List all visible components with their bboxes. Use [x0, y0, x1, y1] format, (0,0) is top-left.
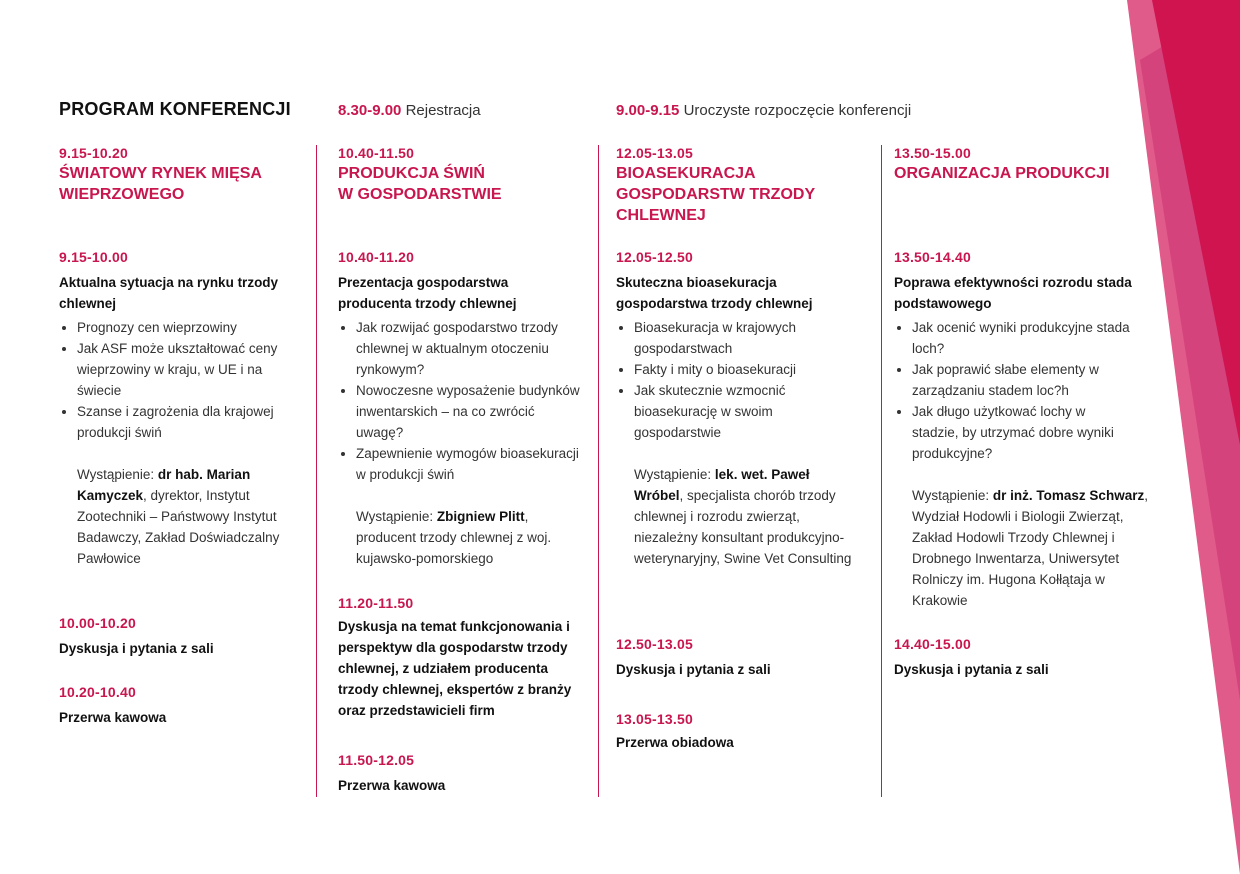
- talk-title-line: Skuteczna bioasekuracja: [616, 275, 777, 290]
- section-time: 12.05-13.05: [616, 145, 693, 161]
- talk-time: 9.15-10.00: [59, 249, 128, 265]
- speaker-prefix: Wystąpienie:: [912, 488, 993, 503]
- talk-time: 12.05-12.50: [616, 249, 693, 265]
- discussion: [338, 595, 590, 721]
- break-time: 11.50-12.05: [338, 752, 415, 768]
- column-4: [881, 145, 1152, 797]
- speaker-prefix: Wystąpienie:: [356, 509, 437, 524]
- speaker-desc: , Wydział Hodowli i Biologii Zwierząt, Zakład Hodowli Trzody Chlewnej i Drobnego Inwentarza, Uniwersytet Rolniczy im. Hugona Kołłątaja w Krakowie: [912, 488, 1148, 608]
- discussion-label: Dyskusja i pytania z sali: [894, 662, 1049, 677]
- column-2: [316, 145, 587, 797]
- break-label: Przerwa kawowa: [59, 710, 167, 725]
- section-title-line: ORGANIZACJA PRODUKCJI: [894, 165, 1110, 182]
- break: [338, 752, 445, 796]
- talk: [338, 249, 583, 569]
- list-item: • Jak ASF może ukształtować ceny wieprzowiny w kraju, w UE i na świecie: [77, 338, 304, 401]
- discussion-time: 10.00-10.20: [59, 615, 136, 631]
- talk-title-line: gospodarstwa trzody chlewnej: [616, 296, 813, 311]
- section-title: [616, 163, 815, 226]
- speaker: [338, 506, 583, 569]
- speaker: [894, 485, 1157, 611]
- section-title-line: WIEPRZOWEGO: [59, 186, 185, 203]
- registration-label: Rejestracja: [405, 102, 481, 119]
- section-time: 9.15-10.20: [59, 145, 128, 161]
- bullet-list: [59, 317, 304, 443]
- talk: [894, 249, 1152, 611]
- break: [59, 684, 166, 728]
- talk-title: [59, 272, 304, 314]
- speaker-name: lek. wet. Paweł Wróbel: [634, 467, 810, 503]
- section-title-line: BIOASEKURACJA: [616, 165, 756, 182]
- list-item: • Jak rozwijać gospodarstwo trzody chlewnej w aktualnym otoczeniu rynkowym?: [356, 317, 583, 380]
- section-title-line: ŚWIATOWY RYNEK MIĘSA: [59, 165, 262, 182]
- column-3: [598, 145, 869, 797]
- list-item: • Jak długo użytkować lochy w stadzie, by utrzymać dobre wyniki produkcyjne?: [912, 401, 1132, 464]
- discussion-time: 14.40-15.00: [894, 636, 971, 652]
- section-title-line: CHLEWNEJ: [616, 207, 706, 224]
- list-item: • Prognozy cen wieprzowiny: [77, 317, 304, 338]
- list-item: • Zapewnienie wymogów bioasekuracji w produkcji świń: [356, 443, 583, 485]
- break: [616, 711, 734, 753]
- registration-row: [338, 102, 481, 119]
- section-title: [59, 163, 262, 205]
- break-label: Przerwa kawowa: [338, 778, 446, 793]
- section-title: [338, 163, 502, 205]
- discussion-label: Dyskusja na temat funkcjonowania i perspektyw dla gospodarstw trzody chlewnej, z udziałem producenta trzody chlewnej, ekspertów z branży oraz przedstawicieli firm: [338, 619, 572, 718]
- section-time: 13.50-15.00: [894, 145, 971, 161]
- speaker-name: Zbigniew Plitt: [436, 509, 525, 524]
- speaker-prefix: Wystąpienie:: [634, 467, 715, 482]
- speaker-name: dr inż. Tomasz Schwarz: [992, 488, 1145, 503]
- speaker-name: dr hab. Marian Kamyczek: [77, 467, 251, 503]
- break-time: 10.20-10.40: [59, 684, 136, 700]
- discussion-label: Dyskusja i pytania z sali: [59, 641, 214, 656]
- page-title: PROGRAM KONFERENCJI: [59, 99, 291, 119]
- list-item: • Szanse i zagrożenia dla krajowej produkcji świń: [77, 401, 304, 443]
- discussion-time: 11.20-11.50: [338, 595, 414, 611]
- talk-title-line: producenta trzody chlewnej: [338, 296, 517, 311]
- list-item: • Jak skutecznie wzmocnić bioasekurację w swoim gospodarstwie: [634, 380, 861, 443]
- speaker-desc: , dyrektor, Instytut Zootechniki – Państwowy Instytut Badawczy, Zakład Doświadczalny Pawłowice: [77, 488, 280, 566]
- section-header: [616, 145, 815, 226]
- discussion-label: Dyskusja i pytania z sali: [616, 662, 771, 677]
- talk-title-line: Prezentacja gospodarstwa: [338, 275, 509, 290]
- section-title-line: W GOSPODARSTWIE: [338, 186, 502, 203]
- speaker-prefix: Wystąpienie:: [77, 467, 158, 482]
- talk-title-line: chlewnej: [59, 296, 117, 311]
- list-item: • Bioasekuracja w krajowych gospodarstwach: [634, 317, 861, 359]
- opening-label: Uroczyste rozpoczęcie konferencji: [683, 102, 912, 119]
- discussion-time: 12.50-13.05: [616, 636, 693, 652]
- bullet-list: [338, 317, 583, 485]
- list-item: • Jak ocenić wyniki produkcyjne stada loch?: [912, 317, 1132, 359]
- list-item: • Jak poprawić słabe elementy w zarządzaniu stadem loc?h: [912, 359, 1132, 401]
- talk-time: 13.50-14.40: [894, 249, 971, 265]
- section-header: [338, 145, 502, 205]
- speaker: [616, 464, 861, 569]
- talk-title: [894, 272, 1152, 314]
- discussion: [894, 636, 1049, 680]
- break-time: 13.05-13.50: [616, 711, 693, 727]
- opening-time: 9.00-9.15: [616, 102, 680, 119]
- talk-title-line: Aktualna sytuacja na rynku trzody: [59, 275, 279, 290]
- section-title: [894, 163, 1109, 184]
- list-item: • Fakty i mity o bioasekuracji: [634, 359, 861, 380]
- section-header: [894, 145, 1109, 184]
- talk: [59, 249, 304, 569]
- opening-row: [616, 102, 911, 119]
- discussion: [59, 615, 214, 659]
- registration-time: 8.30-9.00: [338, 102, 402, 119]
- section-title-line: PRODUKCJA ŚWIŃ: [338, 165, 485, 182]
- section-title-line: GOSPODARSTW TRZODY: [616, 186, 816, 203]
- talk-title: [338, 272, 583, 314]
- bullet-list: [616, 317, 861, 443]
- talk-time: 10.40-11.20: [338, 249, 415, 265]
- list-item: • Nowoczesne wyposażenie budynków inwentarskich – na co zwrócić uwagę?: [356, 380, 583, 443]
- talk-title-line: Poprawa efektywności rozrodu stada: [894, 275, 1132, 290]
- discussion: [616, 636, 771, 680]
- section-header: [59, 145, 262, 205]
- talk-title: [616, 272, 861, 314]
- break-label: Przerwa obiadowa: [616, 735, 734, 750]
- talk-title-line: podstawowego: [894, 296, 992, 311]
- talk: [616, 249, 861, 569]
- bullet-list: [894, 317, 1132, 464]
- speaker-desc: , specjalista chorób trzody chlewnej i rozrodu zwierząt, niezależny konsultant produkcyjno-weterynaryjny, Swine Vet Consulting: [634, 488, 852, 566]
- section-time: 10.40-11.50: [338, 145, 415, 161]
- speaker-desc: , producent trzody chlewnej z woj. kujawsko-pomorskiego: [356, 509, 552, 566]
- speaker: [59, 464, 304, 569]
